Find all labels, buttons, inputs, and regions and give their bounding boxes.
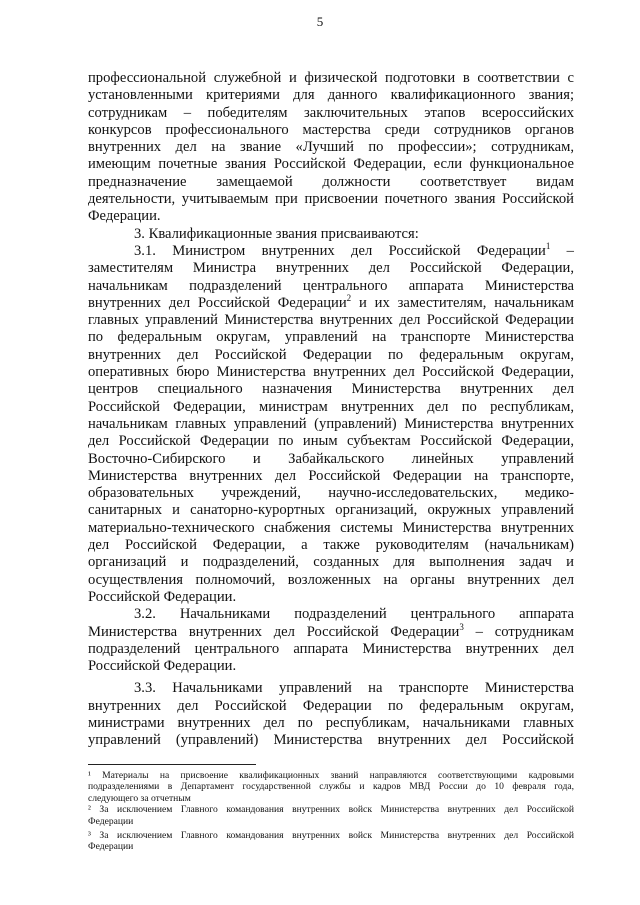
body-line-text: санитарных и санаторно-курортных организаций, окружных управлений: [88, 502, 574, 519]
body-line-text: по федеральным округам, управлений на транспорте Министерства: [88, 329, 574, 346]
body-line: [88, 468, 574, 485]
body-line-text: 3.3. Начальниками управлений на транспорте Министерства: [134, 680, 574, 697]
footnote-separator: [88, 764, 256, 765]
body-line-text: управлений (управлений) Министерства внутренних дел Российской: [88, 732, 574, 749]
body-line: [88, 347, 574, 364]
body-line-text: 3.1. Министром внутренних дел Российской Федерации: [134, 242, 546, 259]
body-line: [88, 105, 574, 122]
body-line: [88, 278, 574, 295]
body-line-text: 3. Квалификационные звания присваиваются:: [134, 225, 419, 242]
body-line-tail: – сотрудникам: [463, 623, 575, 640]
body-line-text: Федерации.: [88, 208, 161, 225]
body-line: [88, 537, 574, 554]
body-line-text: Министерства внутренних дел Российской Федерации: [88, 623, 460, 640]
body-line-tail: и их заместителям, начальникам: [351, 294, 575, 311]
body-line-text: внутренних дел Российской Федерации: [88, 294, 347, 311]
footnotes: [88, 770, 574, 853]
body-line-text: дел Российской Федерации по иным субъектам Российской Федерации,: [88, 433, 574, 450]
body-line-text: Российской Федерации.: [88, 658, 237, 675]
body-line-tail: –: [550, 242, 574, 259]
body-line-text: деятельности, учитываемым при присвоении почетного звания Российской: [88, 191, 574, 208]
body-line: [88, 122, 574, 139]
body-line-text: внутренних дел Российской Федерации по федеральным округам,: [88, 346, 574, 363]
body-line-text: образовательных учреждений, научно-исследовательских, медико-: [88, 485, 574, 502]
body-line-text: начальникам главных управлений (управлений) Министерства внутренних: [88, 415, 574, 432]
body-line: [88, 295, 574, 312]
body-line: [88, 329, 574, 346]
body-line-text: дел Российской Федерации, а также руководителям (начальникам): [88, 537, 574, 554]
body-line-text: установленными критериями для данного квалификационного звания;: [88, 87, 574, 104]
body-line-text: министрами внутренних дел по республикам, начальниками главных: [88, 714, 574, 731]
body-line: [88, 191, 574, 208]
body-line-text: подразделений центрального аппарата Министерства внутренних дел: [88, 640, 574, 657]
body-line-text: начальникам подразделений центрального аппарата Министерства: [88, 277, 574, 294]
body-line-text: конкурсов профессионального мастерства среди сотрудников органов: [88, 121, 574, 138]
footnote-line: подразделениями в Департамент государственной службы и кадров МВД России до 10 февраля года,: [88, 781, 574, 793]
footnote-line: Федерации: [88, 841, 134, 853]
body-line: [88, 680, 574, 697]
body-line: [88, 208, 574, 225]
footnote-line: ³ За исключением Главного командования внутренних войск Министерства внутренних дел Российской: [88, 829, 574, 841]
body-line: [88, 715, 574, 732]
body-line: [88, 641, 574, 658]
body-line-text: 3.2. Начальниками подразделений центрального аппарата: [134, 606, 574, 623]
body-line: [88, 572, 574, 589]
body-line: [88, 226, 574, 243]
body-line: [88, 502, 574, 519]
page-number: 5: [316, 14, 324, 29]
body-line: [88, 139, 574, 156]
body-line-text: Министерства внутренних дел Российской Федерации на транспорте,: [88, 467, 574, 484]
body-line: [88, 698, 574, 715]
body-line: [88, 243, 574, 260]
body-line: [88, 554, 574, 571]
body-line: [88, 174, 574, 191]
body-line: [88, 381, 574, 398]
body-line: [88, 589, 574, 606]
body-line-text: сотрудникам – победителям заключительных этапов всероссийских: [88, 104, 574, 121]
body-line-text: заместителям Министра внутренних дел Российской Федерации,: [88, 260, 574, 277]
body-line: [88, 433, 574, 450]
body-line: [88, 364, 574, 381]
footnote-ref: 2: [346, 293, 352, 303]
footnote-line: ¹ Материалы на присвоение квалификационных званий направляются соответствующими кадровыми: [88, 770, 574, 781]
body-line-text: главных управлений Министерства внутренних дел Российской Федерации: [88, 312, 574, 329]
body-line-text: центров специального назначения Министерства внутренних дел: [88, 381, 574, 398]
body-line-text: Восточно-Сибирского и Забайкальского линейных управлений: [88, 450, 574, 467]
body-line: [88, 260, 574, 277]
body-text: [88, 70, 574, 750]
body-line-text: оперативных бюро Министерства внутренних дел Российской Федерации,: [88, 364, 574, 381]
body-line: [88, 606, 574, 623]
footnote-line: Федерации: [88, 815, 134, 827]
body-line-text: организаций и подразделений, созданных для выполнения задач и: [88, 554, 574, 571]
footnote-ref: 3: [459, 621, 464, 632]
body-line: [88, 732, 574, 749]
body-line-text: материально-технического снабжения системы Министерства внутренних: [88, 519, 574, 536]
body-line: [88, 312, 574, 329]
body-line-text: внутренних дел Российской Федерации по федеральным округам,: [88, 697, 574, 714]
body-line-text: Российской Федерации, министрам внутренних дел по республикам,: [88, 398, 574, 415]
body-line-text: имеющим почетные звания Российской Федерации, если функциональное: [88, 156, 574, 173]
body-line: [88, 621, 575, 641]
body-line: [88, 658, 574, 675]
body-line: [88, 451, 574, 468]
body-line-text: внутренних дел на звание «Лучший по профессии»; сотрудникам,: [88, 139, 574, 156]
body-line: [88, 87, 574, 104]
body-line: [88, 156, 574, 173]
body-line-text: профессиональной служебной и физической подготовки в соответствии с: [88, 70, 574, 86]
body-line: [88, 70, 574, 87]
body-line: [88, 520, 574, 537]
footnote-line: следующего за отчетным: [88, 792, 191, 804]
body-line: [88, 485, 574, 502]
body-line: [88, 416, 574, 433]
body-line-text: предназначение замещаемой должности соответствует видам: [88, 173, 574, 190]
body-line: [88, 399, 574, 416]
footnote-ref: 1: [545, 241, 551, 252]
body-line-text: Российской Федерации.: [88, 588, 237, 605]
body-line-text: осуществления полномочий, возложенных на органы внутренних дел: [88, 571, 574, 588]
footnote-line: ² За исключением Главного командования внутренних войск Министерства внутренних дел Российской: [88, 804, 574, 816]
